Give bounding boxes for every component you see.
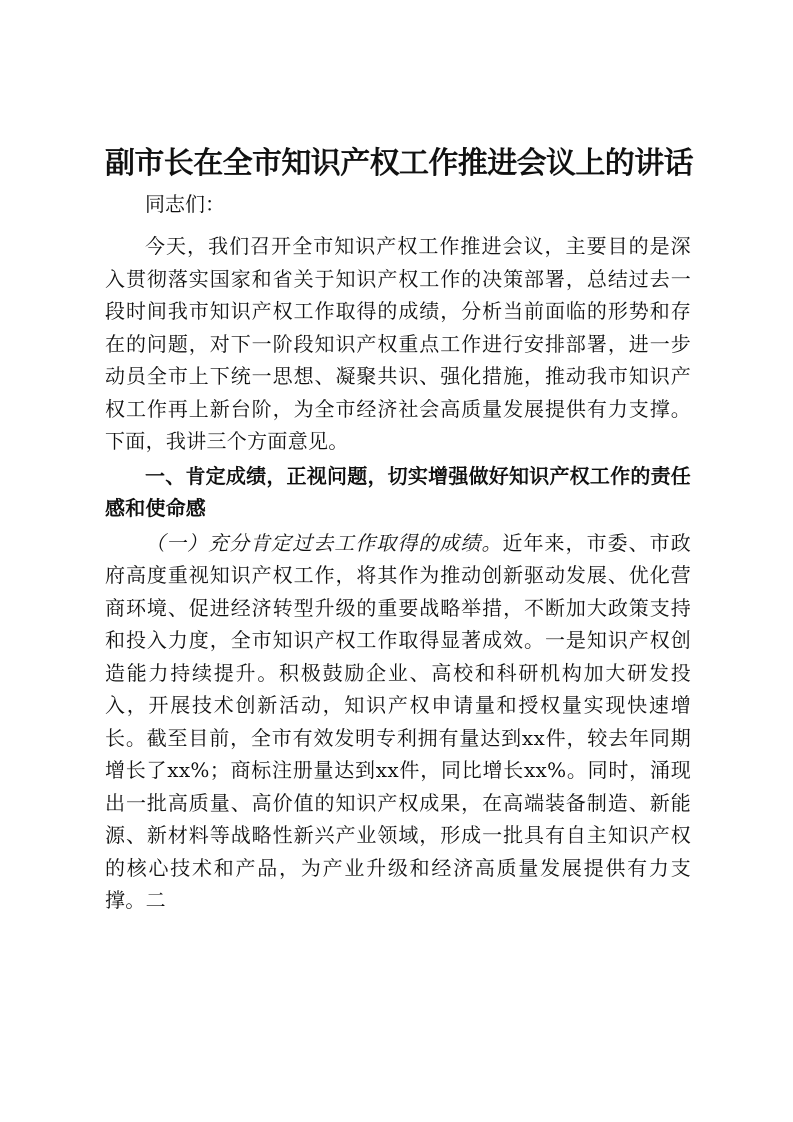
greeting: 同志们： (145, 192, 225, 216)
section-heading-1: 一、肯定成绩，正视问题，切实增强做好知识产权工作的责任感和使命感 (105, 463, 691, 520)
document-page (105, 140, 691, 917)
subsection-paragraph-1 (105, 527, 691, 917)
subsection-heading-1: （一）充分肯定过去工作取得的成绩。 (145, 530, 503, 555)
intro-paragraph: 今天，我们召开全市知识产权工作推进会议，主要目的是深入贯彻落实国家和省关于知识产权工作的决策部署，总结过去一段时间我市知识产权工作取得的成绩，分析当前面临的形势和存在的问题，对下一阶段知识产权重点工作进行安排部署，进一步动员全市上下统一思想、凝聚共识、强化措施，推动我市知识产权工作再上新台阶，为全市经济社会高质量发展提供有力支撑。下面，我讲三个方面意见。 (105, 234, 691, 453)
document-title: 副市长在全市知识产权工作推进会议上的讲话 (105, 146, 693, 181)
subsection-body-1: 近年来，市委、市政府高度重视知识产权工作，将其作为推动创新驱动发展、优化营商环境、促进经济转型升级的重要战略举措，不断加大政策支持和投入力度，全市知识产权工作取得显著成效。一是知识产权创造能力持续提升。积极鼓励企业、高校和科研机构加大研发投入，开展技术创新活动，知识产权申请量和授权量实现快速增长。截至目前，全市有效发明专利拥有量达到xx件，较去年同期增长了xx%；商标注册量达到xx件，同比增长xx%。同时，涌现出一批高质量、高价值的知识产权成果，在高端装备制造、新能源、新材料等战略性新兴产业领域，形成一批具有自主知识产权的核心技术和产品，为产业升级和经济高质量发展提供有力支撑。二 (105, 530, 691, 912)
